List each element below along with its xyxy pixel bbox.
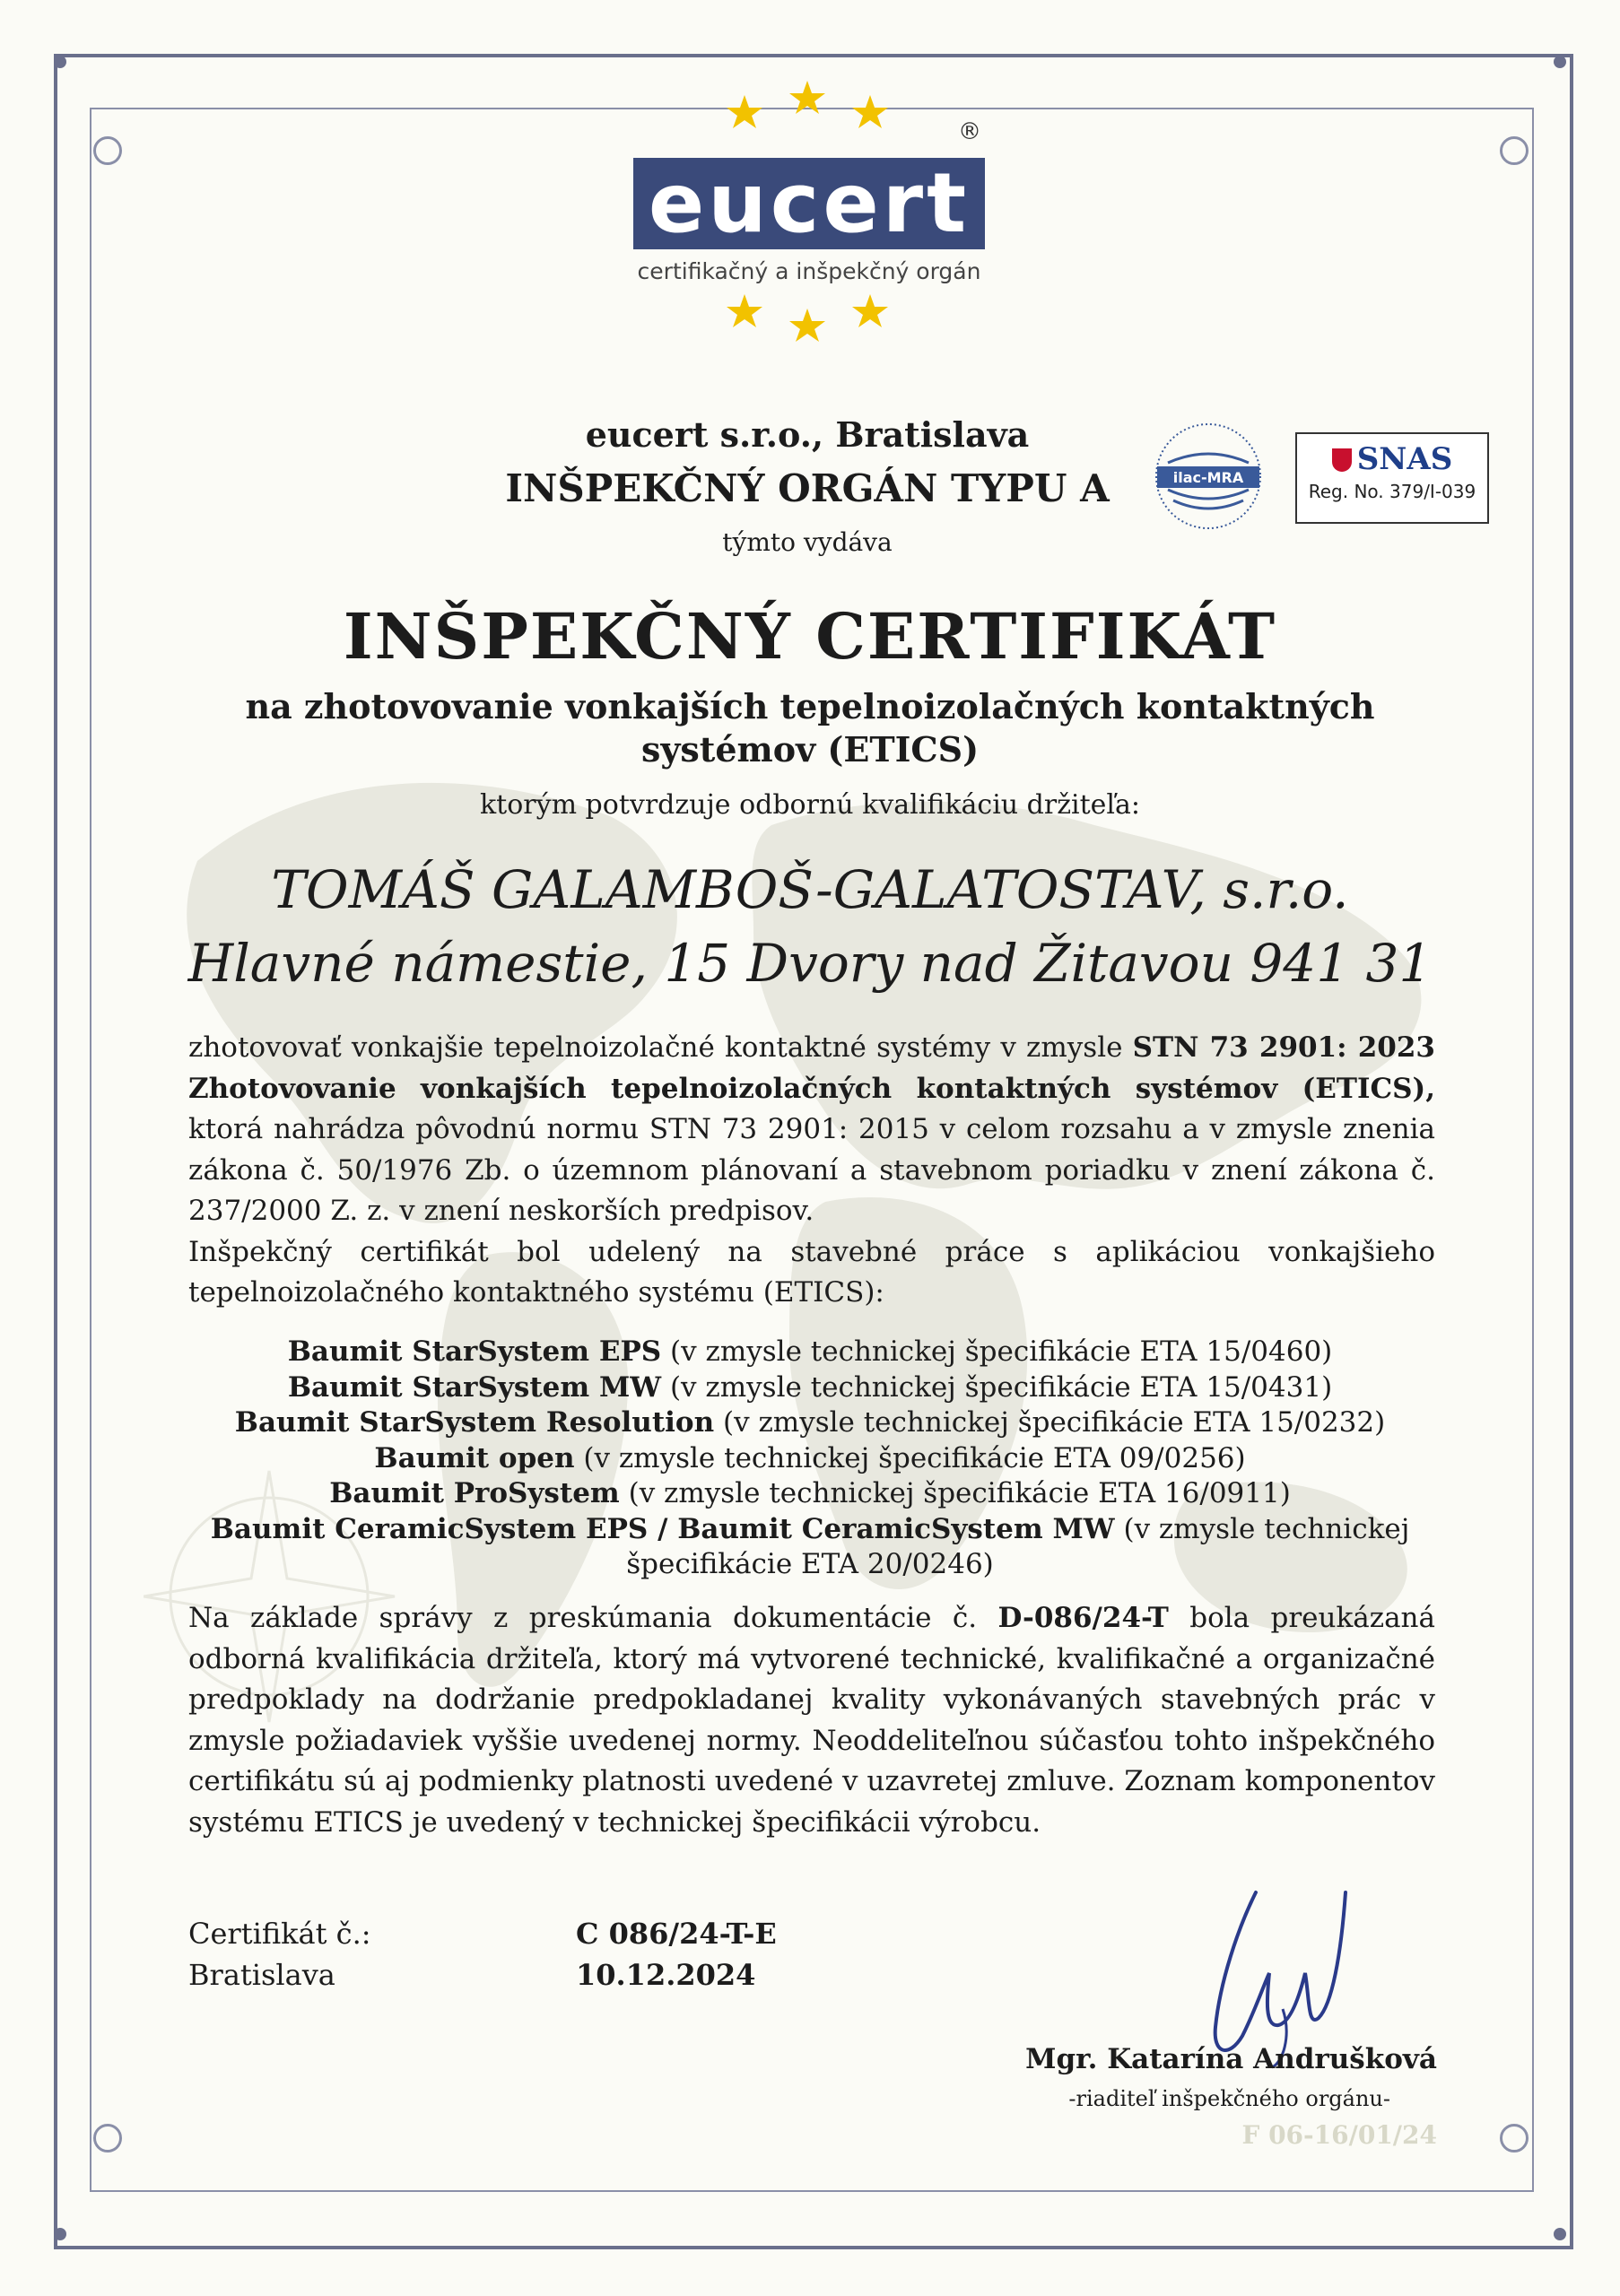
issuer-name: eucert s.r.o., Bratislava: [585, 414, 1030, 455]
corner-dot: [1554, 56, 1566, 68]
product-name: Baumit CeramicSystem EPS / Baumit CeramicSystem MW: [210, 1512, 1115, 1545]
slovak-shield-icon: [1332, 448, 1352, 472]
corner-ring: [1500, 136, 1529, 165]
scope-paragraph: [188, 1028, 1435, 1314]
product-spec: špecifikácie ETA 20/0246): [626, 1548, 994, 1580]
product-spec: (v zmysle technickej špecifikácie ETA 16/0911): [628, 1477, 1291, 1509]
product-name: Baumit StarSystem MW: [287, 1370, 662, 1404]
logo-subtitle: certifikačný a inšpekčný orgán: [637, 258, 981, 284]
snas-reg-no: Reg. No. 379/I-039: [1308, 481, 1476, 502]
product-spec: (v zmysle technickej špecifikácie ETA 15/0460): [670, 1335, 1333, 1368]
signatory-name: Mgr. Katarína Andrušková: [1025, 2043, 1437, 2075]
stars-bottom-icon: [718, 292, 897, 355]
ilac-label: ilac-MRA: [1172, 469, 1244, 486]
list-item: [179, 1405, 1441, 1441]
snas-label: SNAS: [1356, 441, 1453, 477]
issue-place: Bratislava: [188, 1958, 335, 1992]
standard-name: STN 73 2901: 2023 Zhotovovanie vonkajších tepelnoizolačných kontaktných systémov (ETICS),: [188, 1031, 1436, 1105]
registered-mark: ®: [958, 118, 981, 145]
corner-ring: [1500, 2124, 1529, 2152]
confirms-text: ktorým potvrdzuje odbornú kvalifikáciu držiteľa:: [479, 789, 1141, 821]
holder-name: TOMÁŠ GALAMBOŠ-GALATOSTAV, s.r.o.: [271, 859, 1349, 920]
list-item: [179, 1476, 1441, 1512]
corner-dot: [1554, 2228, 1566, 2240]
list-item: [179, 1370, 1441, 1406]
product-list: [179, 1335, 1441, 1583]
list-item: [179, 1441, 1441, 1477]
list-item: [179, 1335, 1441, 1370]
stars-top-icon: [718, 79, 897, 142]
cert-number: C 086/24-T-E: [576, 1917, 777, 1951]
snas-badge: [1295, 432, 1489, 524]
issues-text: týmto vydáva: [722, 527, 893, 557]
product-spec: (v zmysle technickej špecifikácie ETA 15/0232): [723, 1406, 1386, 1439]
basis-text: bola preukázaná odborná kvalifikácia držiteľa, ktorý má vytvorené technické, kvalifikačné a organizačné predpoklady na dodržanie predpokladanej kvality vykonávaných stavebných prác v zmysle požiadaviek vyššie uvedenej normy. Neoddeliteľnou súčasťou tohto inšpekčného certifikátu sú aj podmienky platnosti uvedené v uzavretej zmluve. Zoznam komponentov systému ETICS je uvedený v technickej špecifikácii výrobcu.: [188, 1602, 1436, 1839]
product-spec: (v zmysle technickej špecifikácie ETA 09/0256): [583, 1441, 1246, 1474]
document-number: D-086/24-T: [997, 1602, 1169, 1634]
subtitle-line: systémov (ETICS): [640, 729, 980, 770]
corner-dot: [54, 2228, 66, 2240]
scope-text: ktorá nahrádza pôvodnú normu STN 73 2901: 2015 v celom rozsahu a v zmysle znenia zákona č. 50/1976 Zb. o územnom plánovaní a stavebnom poriadku v znení zákona č. 237/2000 Z. z. v znení neskorších predpisov.: [188, 1113, 1435, 1227]
product-name: Baumit StarSystem Resolution: [234, 1406, 715, 1439]
product-name: Baumit ProSystem: [329, 1477, 620, 1509]
scope-text: Inšpekčný certifikát bol udelený na stavebné práce s aplikáciou vonkajšieho tepelnoizolačného kontaktného systému (ETICS):: [188, 1235, 1435, 1309]
basis-text: Na základe správy z preskúmania dokumentácie č.: [188, 1602, 978, 1634]
product-spec: (v zmysle technickej špecifikácie ETA 15/0431): [669, 1370, 1333, 1404]
list-item: [179, 1547, 1441, 1583]
product-spec: (v zmysle technickej: [1123, 1512, 1410, 1545]
ilac-mra-logo: [1150, 418, 1267, 535]
scope-text: zhotovovať vonkajšie tepelnoizolačné kontaktné systémy v zmysle: [188, 1031, 1123, 1064]
signatory-role: -riaditeľ inšpekčného orgánu-: [1068, 2086, 1390, 2111]
basis-paragraph: [188, 1598, 1435, 1843]
eucert-logo: eucert: [633, 158, 985, 249]
holder-address: Hlavné námestie, 15 Dvory nad Žitavou 941 31: [187, 933, 1433, 994]
corner-dot: [54, 56, 66, 68]
certificate-subtitle: [179, 685, 1441, 771]
snas-title: [1297, 441, 1487, 477]
certificate-title: INŠPEKČNÝ CERTIFIKÁT: [343, 599, 1277, 674]
list-item: [179, 1512, 1441, 1548]
form-code: F 06-16/01/24: [1241, 2120, 1437, 2150]
product-name: Baumit StarSystem EPS: [287, 1335, 662, 1368]
product-name: Baumit open: [374, 1441, 575, 1474]
corner-ring: [93, 136, 122, 165]
subtitle-line: na zhotovovanie vonkajších tepelnoizolačných kontaktných: [245, 686, 1375, 726]
issue-date: 10.12.2024: [576, 1958, 756, 1992]
handwritten-signature: [1166, 1874, 1363, 2072]
cert-number-label: Certifikát č.:: [188, 1917, 371, 1951]
issuer-type: INŠPEKČNÝ ORGÁN TYPU A: [505, 466, 1110, 510]
corner-ring: [93, 2124, 122, 2152]
